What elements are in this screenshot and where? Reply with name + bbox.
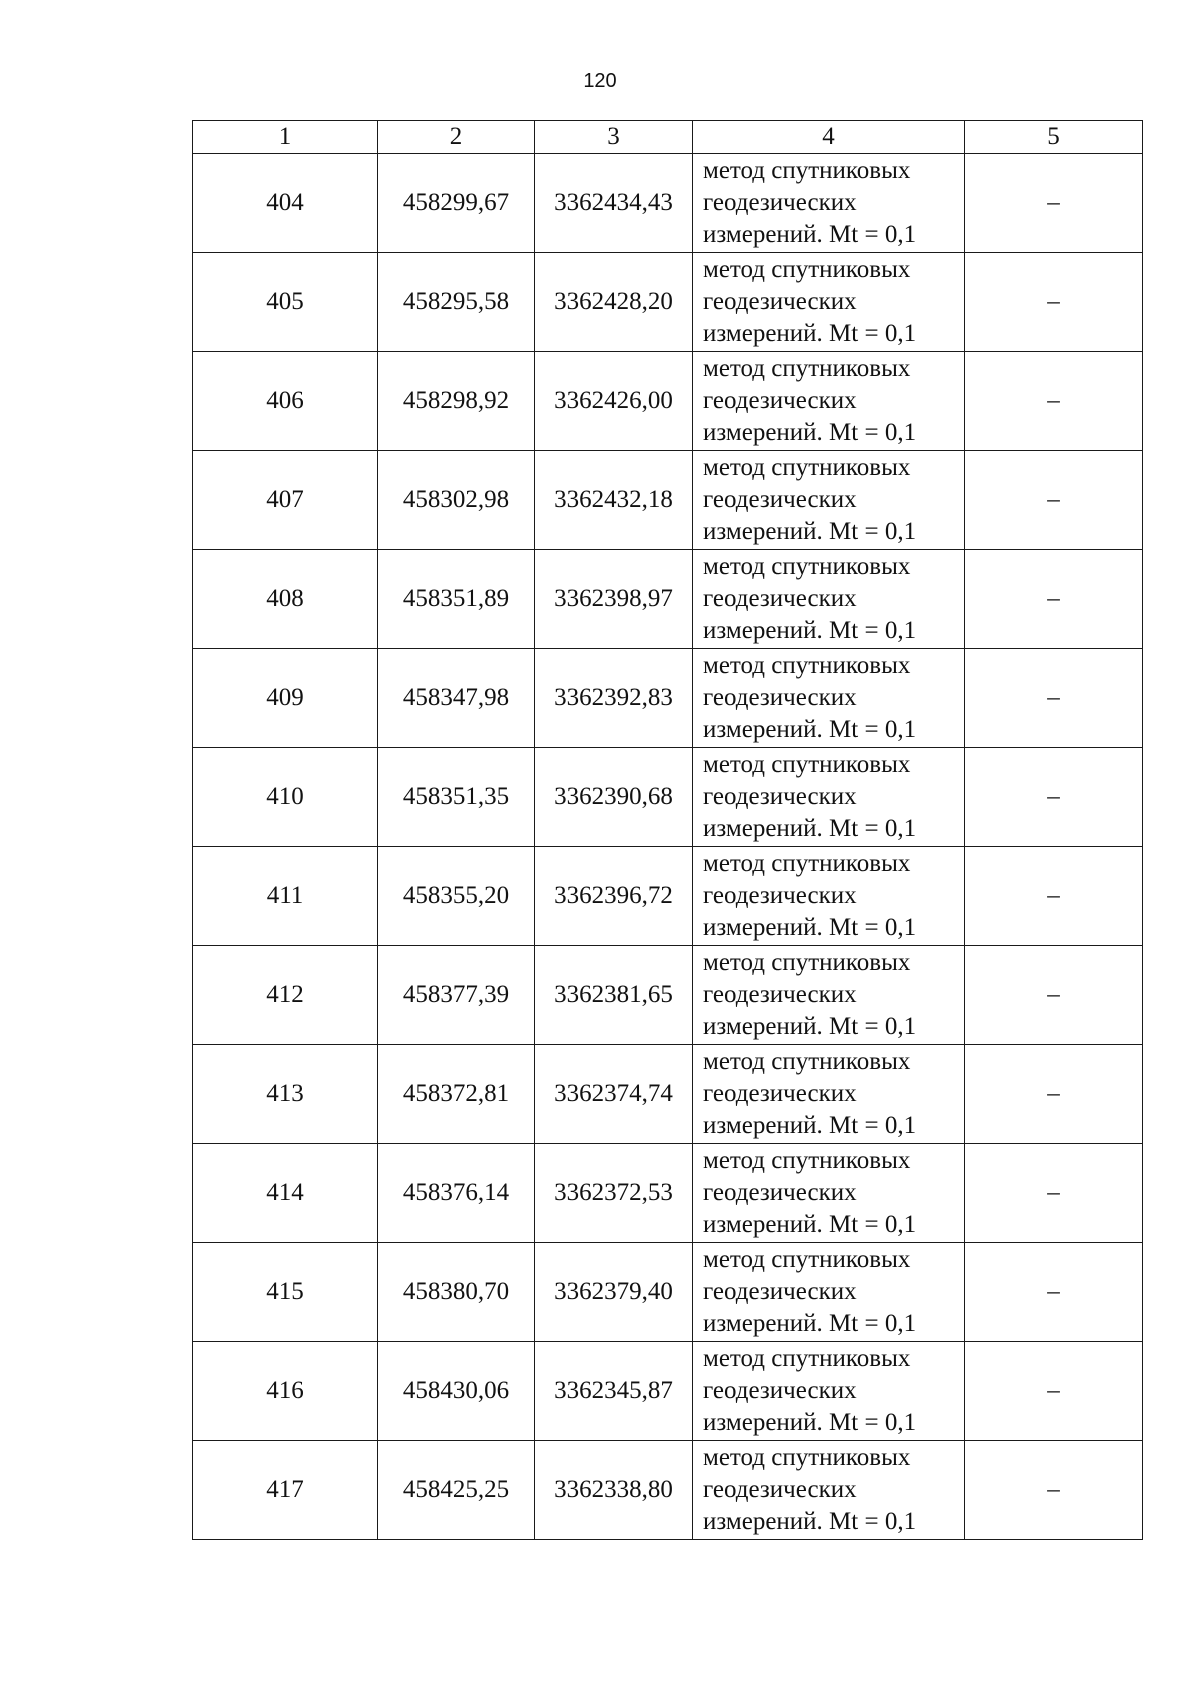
x-coordinate-cell: 458298,92 <box>378 352 535 451</box>
table-row <box>193 154 1143 253</box>
table-row <box>193 550 1143 649</box>
point-number-cell: 413 <box>193 1045 378 1144</box>
note-cell: – <box>965 946 1143 1045</box>
method-cell: метод спутниковых геодезических измерений. Mt = 0,1 <box>693 1045 965 1144</box>
x-coordinate-cell: 458377,39 <box>378 946 535 1045</box>
note-cell: – <box>965 1045 1143 1144</box>
column-header-4: 4 <box>693 121 965 154</box>
point-number-cell: 411 <box>193 847 378 946</box>
method-cell: метод спутниковых геодезических измерений. Mt = 0,1 <box>693 1441 965 1540</box>
method-cell: метод спутниковых геодезических измерений. Mt = 0,1 <box>693 253 965 352</box>
page-number: 120 <box>583 70 617 92</box>
column-header-2: 2 <box>378 121 535 154</box>
y-coordinate-cell: 3362390,68 <box>535 748 693 847</box>
table-row <box>193 946 1143 1045</box>
x-coordinate-cell: 458302,98 <box>378 451 535 550</box>
y-coordinate-cell: 3362434,43 <box>535 154 693 253</box>
table-row <box>193 748 1143 847</box>
table-row <box>193 1441 1143 1540</box>
method-cell: метод спутниковых геодезических измерений. Mt = 0,1 <box>693 1144 965 1243</box>
y-coordinate-cell: 3362372,53 <box>535 1144 693 1243</box>
y-coordinate-cell: 3362396,72 <box>535 847 693 946</box>
y-coordinate-cell: 3362374,74 <box>535 1045 693 1144</box>
x-coordinate-cell: 458351,89 <box>378 550 535 649</box>
method-cell: метод спутниковых геодезических измерений. Mt = 0,1 <box>693 550 965 649</box>
x-coordinate-cell: 458372,81 <box>378 1045 535 1144</box>
method-cell: метод спутниковых геодезических измерений. Mt = 0,1 <box>693 1243 965 1342</box>
method-cell: метод спутниковых геодезических измерений. Mt = 0,1 <box>693 946 965 1045</box>
y-coordinate-cell: 3362345,87 <box>535 1342 693 1441</box>
method-cell: метод спутниковых геодезических измерений. Mt = 0,1 <box>693 847 965 946</box>
note-cell: – <box>965 253 1143 352</box>
method-cell: метод спутниковых геодезических измерений. Mt = 0,1 <box>693 649 965 748</box>
point-number-cell: 404 <box>193 154 378 253</box>
point-number-cell: 406 <box>193 352 378 451</box>
table-row <box>193 451 1143 550</box>
column-header-1: 1 <box>193 121 378 154</box>
note-cell: – <box>965 550 1143 649</box>
note-cell: – <box>965 451 1143 550</box>
point-number-cell: 407 <box>193 451 378 550</box>
table-row <box>193 847 1143 946</box>
table-body <box>193 154 1143 1540</box>
x-coordinate-cell: 458430,06 <box>378 1342 535 1441</box>
method-cell: метод спутниковых геодезических измерений. Mt = 0,1 <box>693 748 965 847</box>
note-cell: – <box>965 847 1143 946</box>
point-number-cell: 416 <box>193 1342 378 1441</box>
column-header-5: 5 <box>965 121 1143 154</box>
table-row <box>193 1144 1143 1243</box>
x-coordinate-cell: 458295,58 <box>378 253 535 352</box>
x-coordinate-cell: 458347,98 <box>378 649 535 748</box>
point-number-cell: 417 <box>193 1441 378 1540</box>
method-cell: метод спутниковых геодезических измерений. Mt = 0,1 <box>693 1342 965 1441</box>
x-coordinate-cell: 458425,25 <box>378 1441 535 1540</box>
y-coordinate-cell: 3362432,18 <box>535 451 693 550</box>
column-header-3: 3 <box>535 121 693 154</box>
table-row <box>193 1243 1143 1342</box>
y-coordinate-cell: 3362428,20 <box>535 253 693 352</box>
y-coordinate-cell: 3362398,97 <box>535 550 693 649</box>
note-cell: – <box>965 154 1143 253</box>
method-cell: метод спутниковых геодезических измерений. Mt = 0,1 <box>693 352 965 451</box>
table-row <box>193 352 1143 451</box>
table-row <box>193 253 1143 352</box>
note-cell: – <box>965 1441 1143 1540</box>
note-cell: – <box>965 649 1143 748</box>
y-coordinate-cell: 3362426,00 <box>535 352 693 451</box>
point-number-cell: 415 <box>193 1243 378 1342</box>
note-cell: – <box>965 748 1143 847</box>
point-number-cell: 409 <box>193 649 378 748</box>
point-number-cell: 414 <box>193 1144 378 1243</box>
note-cell: – <box>965 1243 1143 1342</box>
point-number-cell: 408 <box>193 550 378 649</box>
point-number-cell: 410 <box>193 748 378 847</box>
coordinates-table <box>192 120 1143 1540</box>
table-row <box>193 1342 1143 1441</box>
table-row <box>193 649 1143 748</box>
note-cell: – <box>965 1144 1143 1243</box>
point-number-cell: 405 <box>193 253 378 352</box>
x-coordinate-cell: 458351,35 <box>378 748 535 847</box>
table-header-row <box>193 121 1143 154</box>
y-coordinate-cell: 3362338,80 <box>535 1441 693 1540</box>
y-coordinate-cell: 3362392,83 <box>535 649 693 748</box>
x-coordinate-cell: 458376,14 <box>378 1144 535 1243</box>
x-coordinate-cell: 458380,70 <box>378 1243 535 1342</box>
point-number-cell: 412 <box>193 946 378 1045</box>
y-coordinate-cell: 3362381,65 <box>535 946 693 1045</box>
x-coordinate-cell: 458355,20 <box>378 847 535 946</box>
method-cell: метод спутниковых геодезических измерений. Mt = 0,1 <box>693 451 965 550</box>
note-cell: – <box>965 352 1143 451</box>
y-coordinate-cell: 3362379,40 <box>535 1243 693 1342</box>
table-row <box>193 1045 1143 1144</box>
x-coordinate-cell: 458299,67 <box>378 154 535 253</box>
note-cell: – <box>965 1342 1143 1441</box>
method-cell: метод спутниковых геодезических измерений. Mt = 0,1 <box>693 154 965 253</box>
